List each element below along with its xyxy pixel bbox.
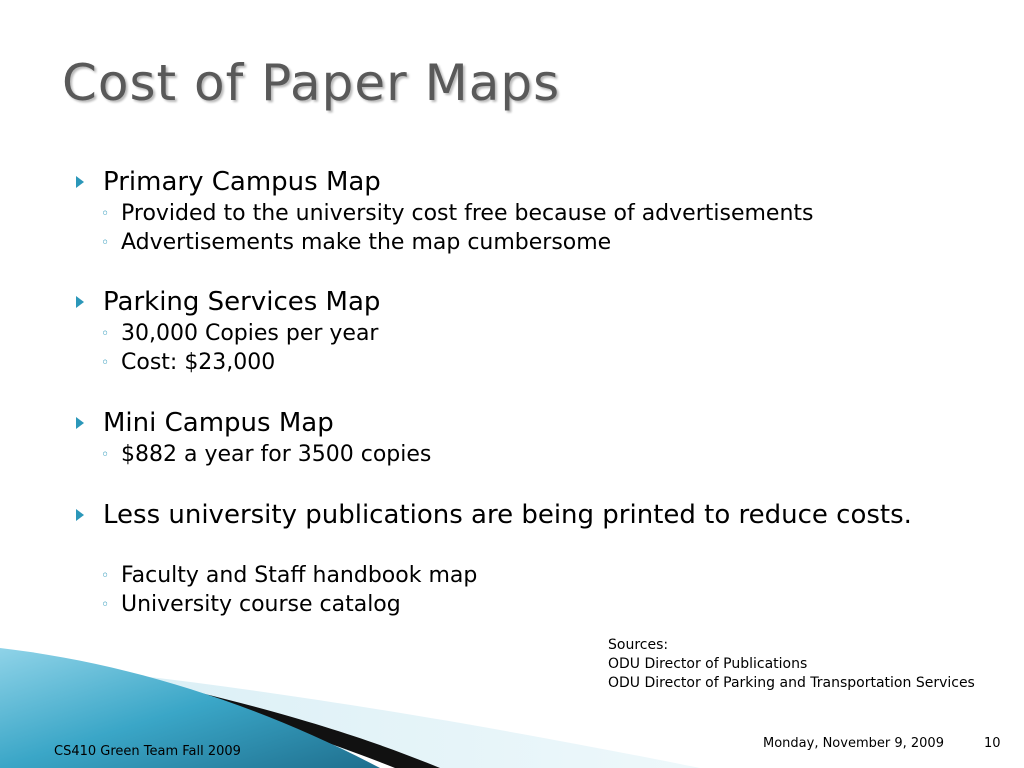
circle-bullet-icon: ◦ [101,568,110,584]
sources-block [608,636,975,693]
source-line: ODU Director of Parking and Transportation Services [608,675,975,691]
footer-page-number: 10 [984,736,1001,751]
bullet-text: Parking Services Map [103,287,381,317]
source-line: ODU Director of Publications [608,656,808,672]
arrow-bullet-icon [76,296,84,308]
circle-bullet-icon: ◦ [101,206,110,222]
sub-bullet [101,199,813,229]
sub-bullet [101,440,431,470]
sub-bullet-text: Faculty and Staff handbook map [121,563,478,588]
footer-team-label: CS410 Green Team Fall 2009 [54,744,241,759]
sub-bullet [101,348,275,378]
sub-bullet-text: University course catalog [121,592,401,617]
sub-bullet [101,228,611,258]
footer-date: Monday, November 9, 2009 [763,736,944,751]
arrow-bullet-icon [76,509,84,521]
slide-title: Cost of Paper Maps [62,54,561,112]
sub-bullet-text: 30,000 Copies per year [121,321,379,346]
sub-bullet [101,319,378,349]
sources-heading: Sources: [608,637,669,653]
arrow-bullet-icon [76,176,84,188]
sub-bullet [101,590,401,620]
arrow-bullet-icon [76,417,84,429]
sub-bullet-text: Cost: $23,000 [121,350,276,375]
circle-bullet-icon: ◦ [101,326,110,342]
circle-bullet-icon: ◦ [101,235,110,251]
circle-bullet-icon: ◦ [101,355,110,371]
circle-bullet-icon: ◦ [101,447,110,463]
sub-bullet-text: Provided to the university cost free because of advertisements [121,201,814,226]
sub-bullet-text: Advertisements make the map cumbersome [121,230,612,255]
sub-bullet-text: $882 a year for 3500 copies [121,442,432,467]
bullet-text: Less university publications are being printed to reduce costs. [103,500,912,530]
sub-bullet [101,561,477,591]
bullet-text: Primary Campus Map [103,167,381,197]
circle-bullet-icon: ◦ [101,597,110,613]
bullet-text: Mini Campus Map [103,408,334,438]
